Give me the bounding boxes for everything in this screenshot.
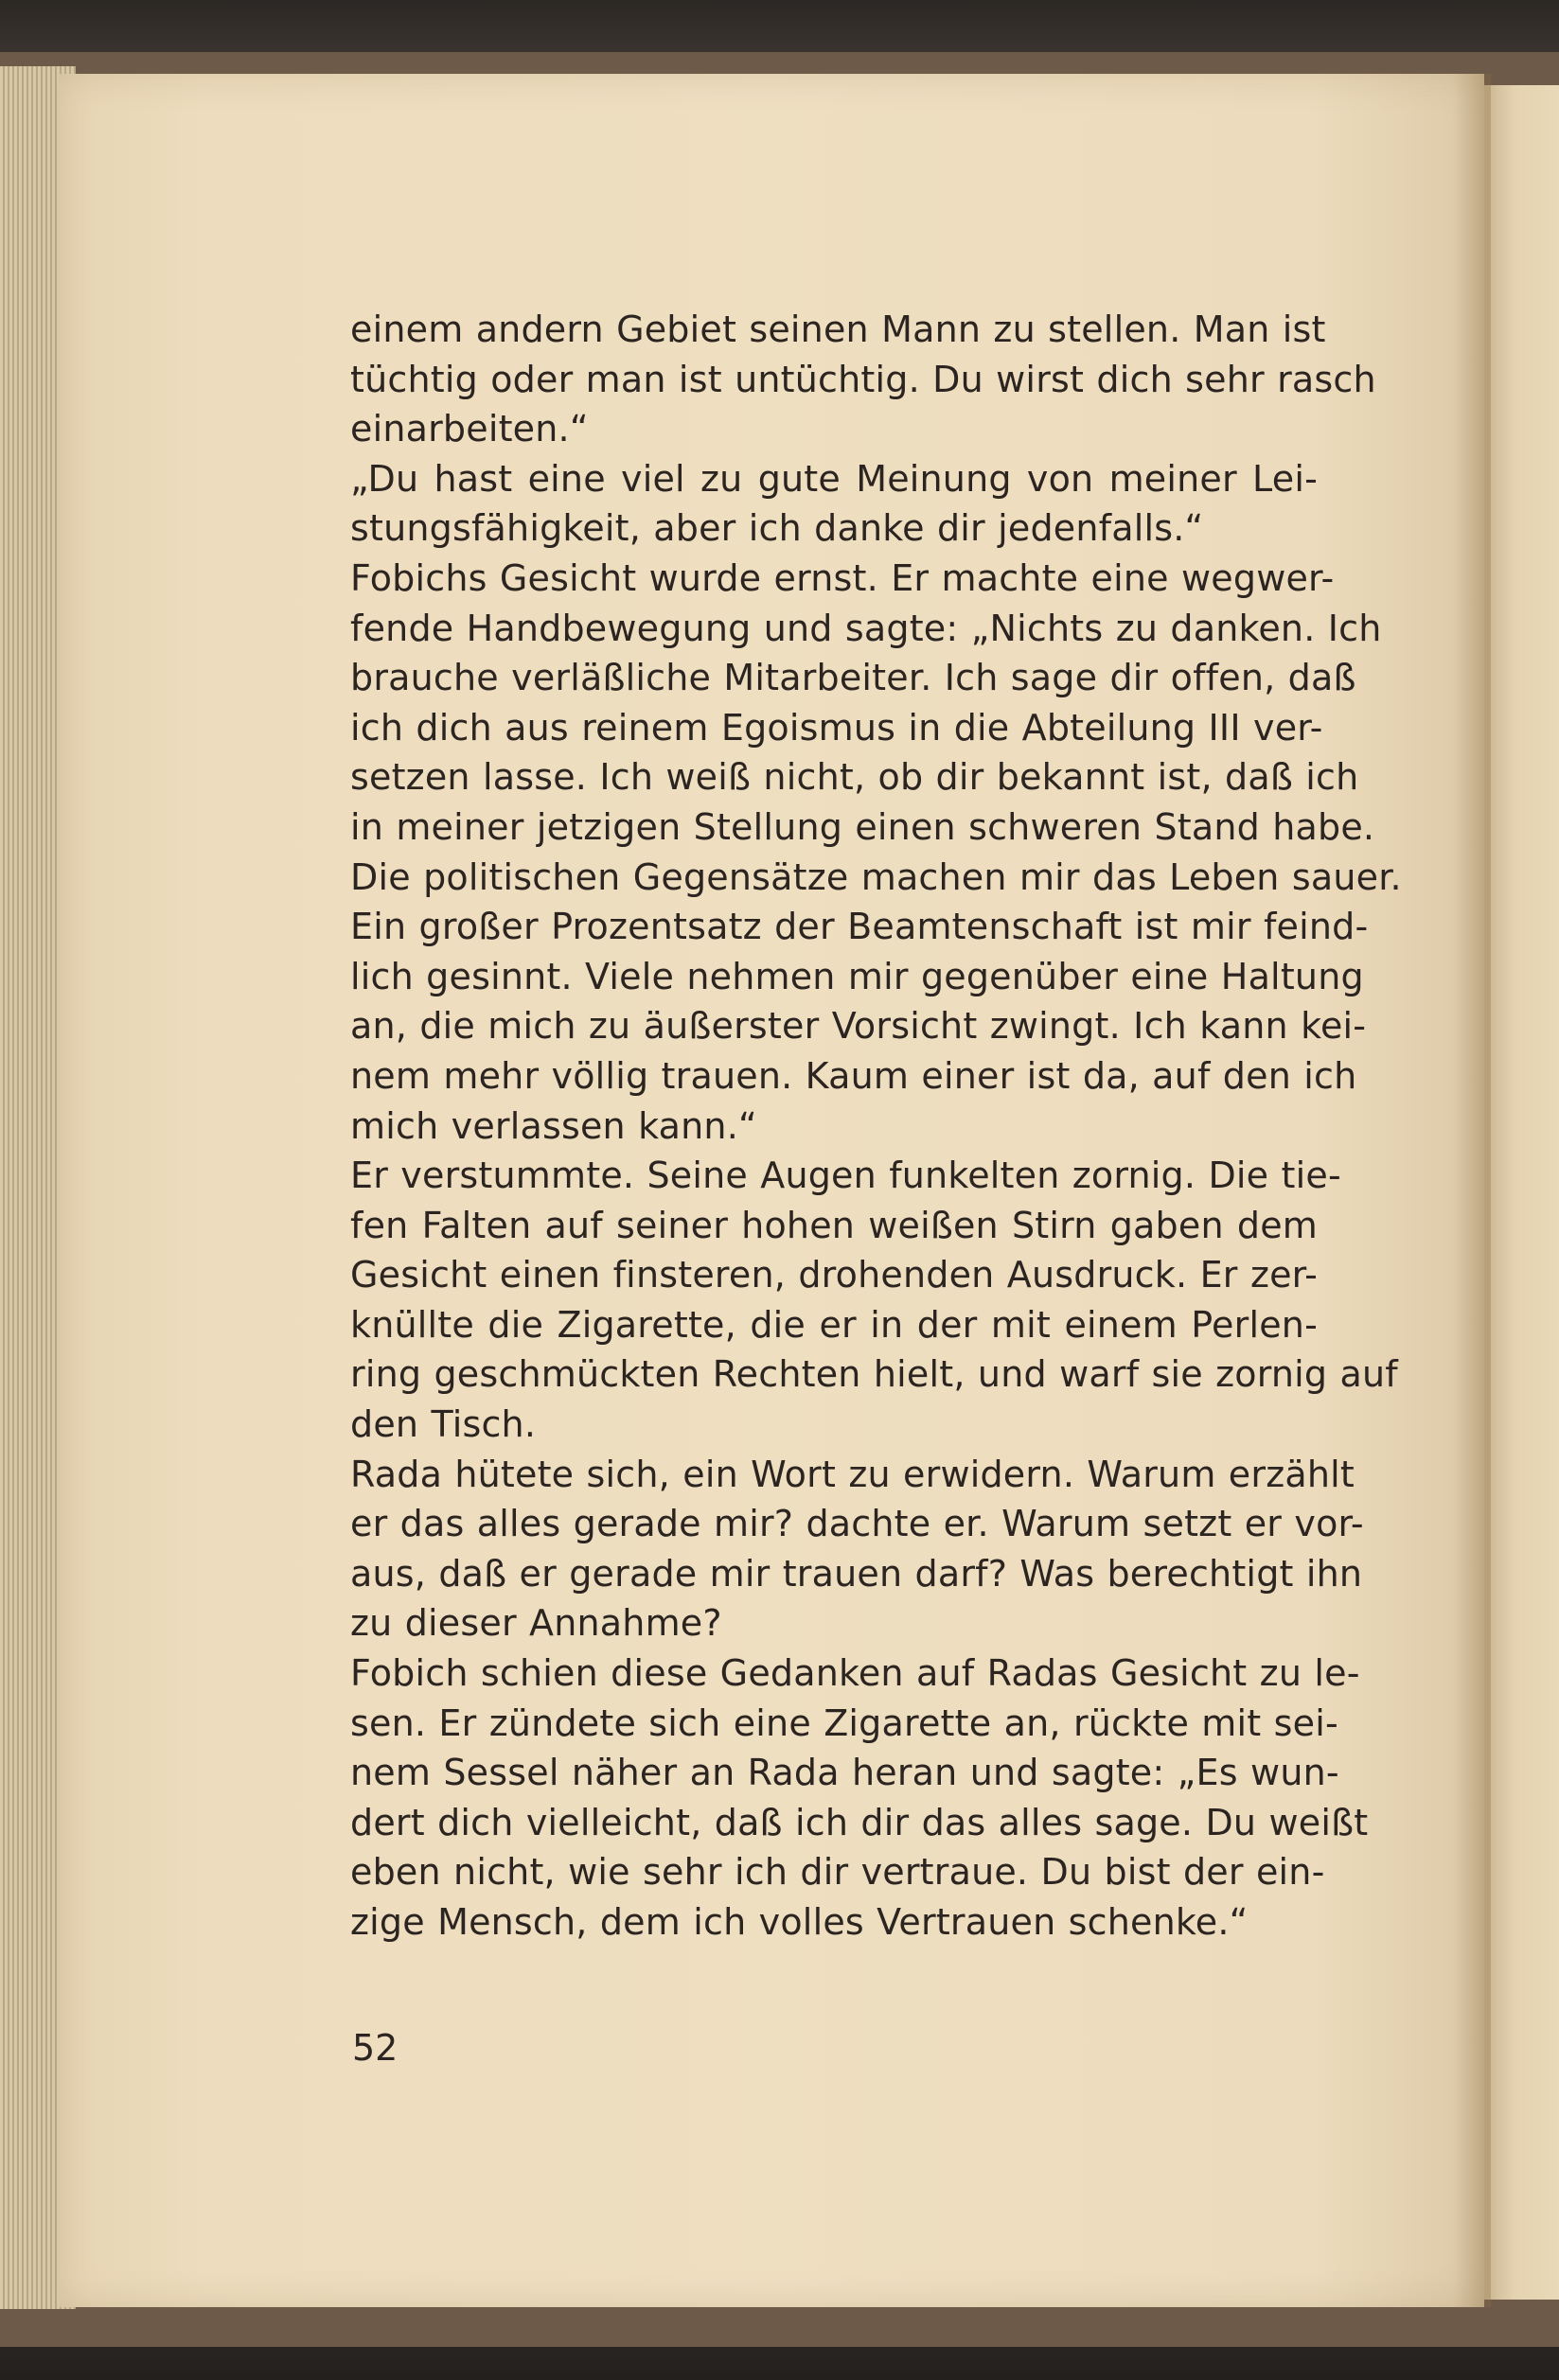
text-line: Ein großer Prozentsatz der Beamtenschaft ist mir feind- bbox=[350, 906, 1369, 948]
gutter-shadow bbox=[1453, 74, 1491, 2307]
text-line: tüchtig oder man ist untüchtig. Du wirst dich sehr rasch bbox=[350, 358, 1376, 400]
text-line: sen. Er zündete sich eine Zigarette an, rückte mit sei- bbox=[350, 1701, 1338, 1744]
text-line: er das alles gerade mir? dachte er. Warum setzt er vor- bbox=[350, 1503, 1364, 1545]
text-line: den Tisch. bbox=[350, 1403, 537, 1446]
text-line: Gesicht einen finsteren, drohenden Ausdruck. Er zer- bbox=[350, 1254, 1318, 1296]
text-line: fende Handbewegung und sagte: „Nichts zu danken. Ich bbox=[350, 607, 1382, 649]
body-text bbox=[350, 305, 1402, 1989]
text-line: dert dich vielleicht, daß ich dir das alles sage. Du weißt bbox=[350, 1801, 1369, 1843]
text-line: einarbeiten.“ bbox=[350, 408, 589, 450]
text-line: in meiner jetzigen Stellung einen schweren Stand habe. bbox=[350, 805, 1375, 848]
facing-page-edge bbox=[1484, 85, 1559, 2300]
text-line: an, die mich zu äußerster Vorsicht zwingt. Ich kann kei- bbox=[350, 1005, 1367, 1048]
text-line: Die politischen Gegensätze machen mir das Leben sauer. bbox=[350, 855, 1402, 898]
text-line: eben nicht, wie sehr ich dir vertraue. Du bist der ein- bbox=[350, 1851, 1325, 1894]
text-line: Er verstummte. Seine Augen funkelten zornig. Die tie- bbox=[350, 1155, 1341, 1197]
text-line: einem andern Gebiet seinen Mann zu stellen. Man ist bbox=[350, 309, 1326, 350]
text-line: Fobichs Gesicht wurde ernst. Er machte eine wegwer- bbox=[350, 556, 1335, 599]
text-line: zu dieser Annahme? bbox=[350, 1602, 722, 1645]
text-line: mich verlassen kann.“ bbox=[350, 1104, 757, 1147]
text-line: ring geschmückten Rechten hielt, und warf sie zornig auf bbox=[350, 1353, 1398, 1396]
text-line: zige Mensch, dem ich volles Vertrauen schenke.“ bbox=[350, 1901, 1249, 1943]
text-line: nem mehr völlig trauen. Kaum einer ist da, auf den ich bbox=[350, 1054, 1357, 1097]
text-line: aus, daß er gerade mir trauen darf? Was berechtigt ihn bbox=[350, 1552, 1363, 1595]
text-line: nem Sessel näher an Rada heran und sagte: „Es wun- bbox=[350, 1752, 1339, 1794]
text-line: knüllte die Zigarette, die er in der mit einem Perlen- bbox=[350, 1303, 1318, 1346]
text-line: Rada hütete sich, ein Wort zu erwidern. Warum erzählt bbox=[350, 1453, 1355, 1495]
text-line: lich gesinnt. Viele nehmen mir gegenüber eine Haltung bbox=[350, 955, 1364, 997]
text-line: ich dich aus reinem Egoismus in die Abteilung III ver- bbox=[350, 706, 1323, 749]
text-line: setzen lasse. Ich weiß nicht, ob dir bekannt ist, daß ich bbox=[350, 756, 1359, 799]
text-line: stungsfähigkeit, aber ich danke dir jedenfalls.“ bbox=[350, 507, 1204, 550]
text-line: Fobich schien diese Gedanken auf Radas Gesicht zu le- bbox=[350, 1652, 1360, 1695]
text-line: brauche verläßliche Mitarbeiter. Ich sage dir offen, daß bbox=[350, 657, 1356, 699]
page-number: 52 bbox=[352, 2027, 399, 2069]
text-line: fen Falten auf seiner hohen weißen Stirn gaben dem bbox=[350, 1204, 1318, 1246]
text-line: „Du hast eine viel zu gute Meinung von meiner Lei- bbox=[350, 457, 1318, 500]
